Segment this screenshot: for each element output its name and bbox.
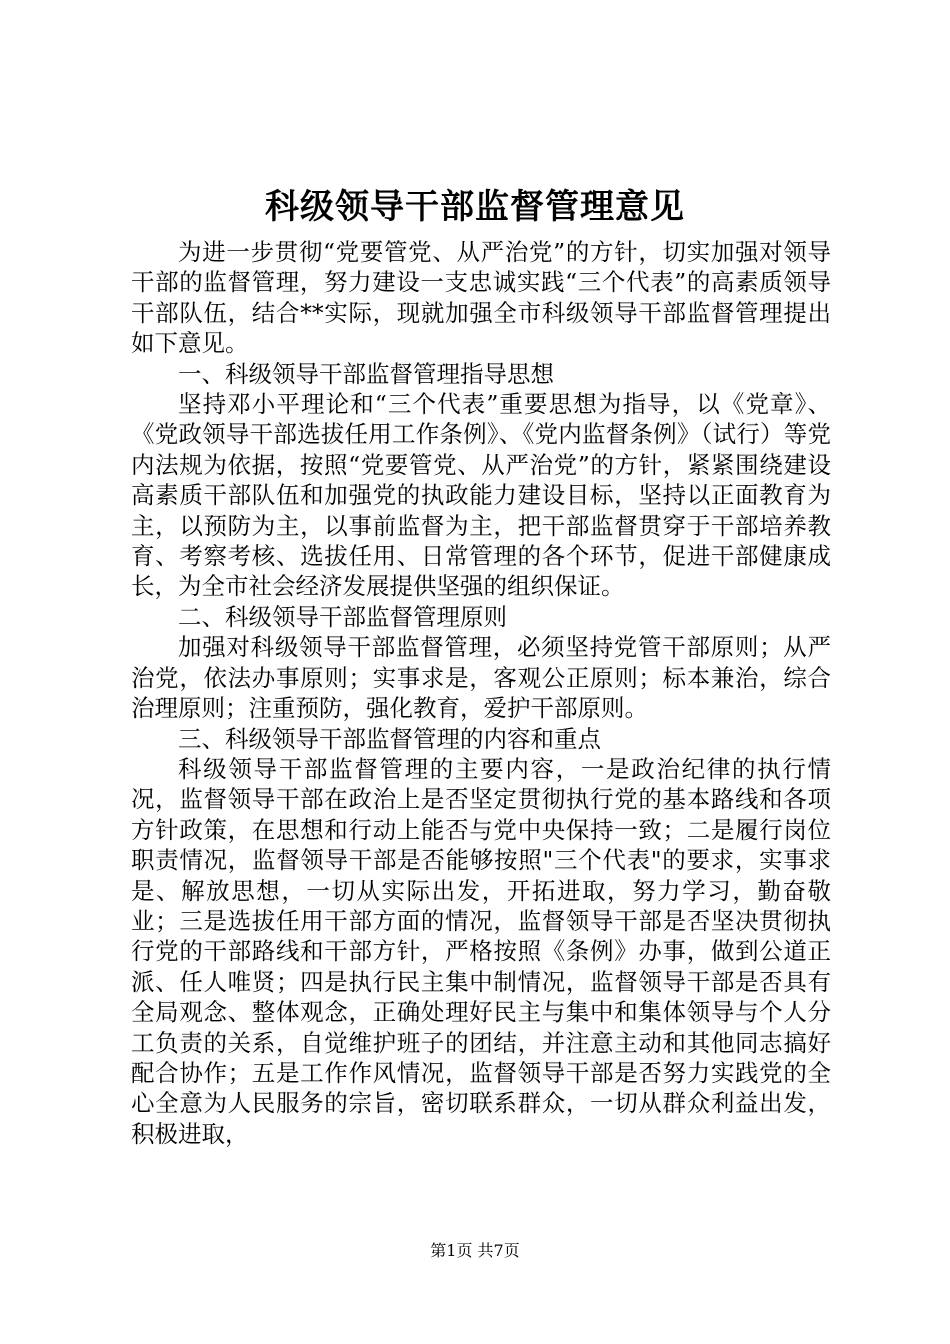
intro-paragraph: 为进一步贯彻“党要管党、从严治党”的方针，切实加强对领导干部的监督管理，努力建设一支忠诚实践“三个代表”的高素质领导干部队伍，结合**实际，现就加强全市科级领导干部监督管理提出如下意见。 bbox=[131, 238, 831, 358]
section-heading-2: 二、科级领导干部监督管理原则 bbox=[178, 602, 507, 631]
section-heading-3: 三、科级领导干部监督管理的内容和重点 bbox=[178, 724, 601, 753]
section-paragraph-3: 科级领导干部监督管理的主要内容，一是政治纪律的执行情况，监督领导干部在政治上是否坚定贯彻执行党的基本路线和各项方针政策，在思想和行动上能否与党中央保持一致；二是履行岗位职责情况，监督领导干部是否能够按照"三个代表"的要求，实事求是、解放思想，一切从实际出发，开拓进取，努力学习，勤奋敬业；三是选拔任用干部方面的情况，监督领导干部是否坚决贯彻执行党的干部路线和干部方针，严格按照《条例》办事，做到公道正派、任人唯贤；四是执行民主集中制情况，监督领导干部是否具有全局观念、整体观念，正确处理好民主与集中和集体领导与个人分工负责的关系，自觉维护班子的团结，并注意主动和其他同志搞好配合协作；五是工作作风情况，监督领导干部是否努力实践党的全心全意为人民服务的宗旨，密切联系群众，一切从群众利益出发，积极进取， bbox=[131, 754, 831, 1148]
document-body bbox=[131, 237, 831, 1149]
page-number-footer: 第1页 共7页 bbox=[430, 1241, 520, 1260]
section-paragraph-2: 加强对科级领导干部监督管理，必须坚持党管干部原则；从严治党，依法办事原则；实事求是，客观公正原则；标本兼治，综合治理原则；注重预防，强化教育，爱护干部原则。 bbox=[131, 633, 831, 723]
section-heading-1: 一、科级领导干部监督管理指导思想 bbox=[178, 359, 554, 388]
section-paragraph-1: 坚持邓小平理论和“三个代表”重要思想为指导，以《党章》、《党政领导干部选拔任用工作条例》、《党内监督条例》（试行）等党内法规为依据，按照“党要管党、从严治党”的方针，紧紧围绕建设高素质干部队伍和加强党的执政能力建设目标，坚持以正面教育为主，以预防为主，以事前监督为主，把干部监督贯穿于干部培养教育、考察考核、选拔任用、日常管理的各个环节，促进干部健康成长，为全市社会经济发展提供坚强的组织保证。 bbox=[131, 390, 831, 601]
document-title: 科级领导干部监督管理意见 bbox=[265, 187, 685, 227]
